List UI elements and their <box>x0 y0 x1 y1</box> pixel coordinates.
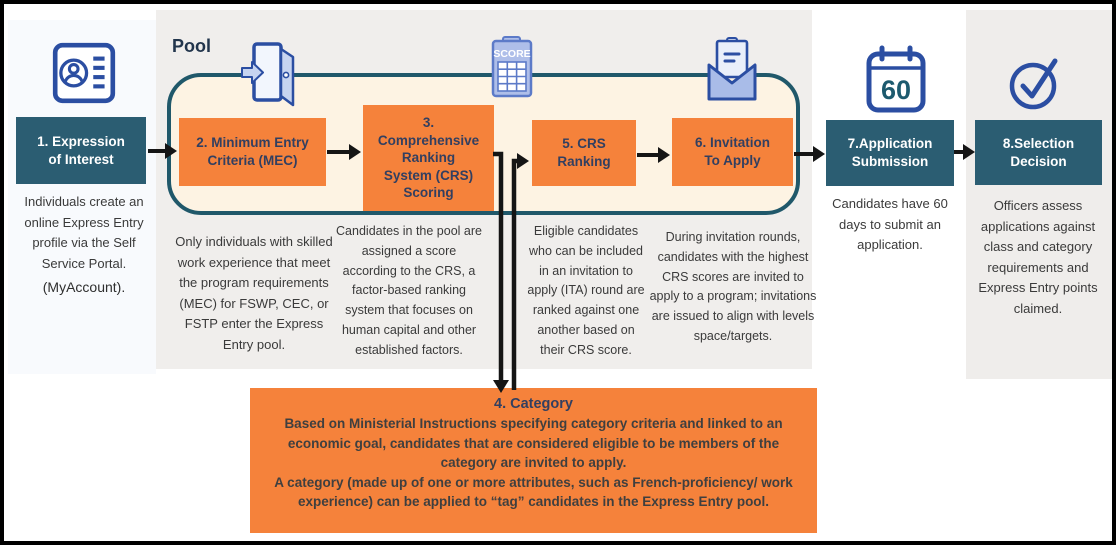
calendar-day-count: 60 <box>880 75 912 105</box>
description-text: Individuals create an online Express Entry profile via the Self Service Portal. <box>24 194 144 271</box>
profile-card-icon <box>51 37 117 109</box>
calendar-icon <box>865 44 927 116</box>
category-text-line1: Based on Ministerial Instructions specifying category criteria and linked to an economic goal, candidates that are considered eligible to be members of the category are invited to apply. <box>284 416 783 471</box>
stage-box-crs-ranking <box>532 120 636 186</box>
stage-description-expression-of-interest <box>14 192 154 298</box>
stage-box-expression-of-interest <box>16 117 146 184</box>
stage-box-invitation-to-apply <box>672 118 793 186</box>
stage-title: 1. Expression of Interest <box>37 133 125 167</box>
pool-label: Pool <box>172 36 211 56</box>
stage-box-minimum-entry-criteria <box>179 118 326 186</box>
checkmark-icon <box>1008 48 1064 112</box>
invitation-envelope-icon <box>706 37 758 104</box>
stage-title: 5. CRS Ranking <box>557 136 611 169</box>
category-box <box>250 388 817 533</box>
stage-title: 6. Invitation To Apply <box>694 135 770 168</box>
stage-description-minimum-entry-criteria: Only individuals with skilled work experience that meet the program requirements (MEC) for FSWP, CEC, or FSTP enter the Express Entry pool. <box>175 234 333 352</box>
open-door-icon <box>240 41 296 107</box>
stage-title: 3. Comprehensive Ranking System (CRS) Scoring <box>377 115 480 201</box>
stage-title: 8.Selection Decision <box>1002 135 1075 169</box>
score-clipboard-icon <box>490 36 534 98</box>
stage-box-application-submission <box>826 120 954 186</box>
stage-description-crs-scoring: Candidates in the pool are assigned a score according to the CRS, a factor-based ranking system that focuses on human capital and other established factors. <box>336 224 482 357</box>
score-label: SCORE <box>493 48 531 60</box>
category-text-line2: A category (made up of one or more attributes, such as French-proficiency/ work experience) can be applied to “tag” candidates in the Express Entry pool. <box>274 474 793 510</box>
stage-title: 2. Minimum Entry Criteria (MEC) <box>196 135 309 168</box>
stage-description-invitation-to-apply: During invitation rounds, candidates with the highest CRS scores are invited to apply to a program; invitations are issued to align with levels space/targets. <box>649 230 817 343</box>
myaccount-note: (MyAccount). <box>42 279 126 296</box>
stage-description-selection-decision: Officers assess applications against class and category requirements and Express Entry points claimed. <box>978 198 1098 316</box>
stage-description-crs-ranking: Eligible candidates who can be included in an invitation to apply (ITA) round are ranked against one another based on their CRS score. <box>527 224 645 357</box>
category-title: 4. Category <box>494 396 573 412</box>
stage-box-crs-scoring <box>363 105 494 211</box>
stage-box-selection-decision <box>975 120 1102 185</box>
stage-description-application-submission: Candidates have 60 days to submit an application. <box>832 196 948 253</box>
stage-title: 7.Application Submission <box>847 136 933 169</box>
